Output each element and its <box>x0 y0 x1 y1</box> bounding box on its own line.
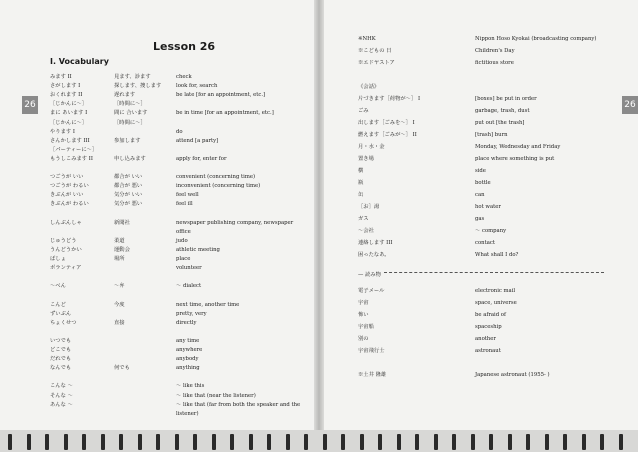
vocab-kanji: 何でも <box>114 365 130 372</box>
page-tab-right: 26 <box>622 96 638 114</box>
vocab-term: 連絡します III <box>358 240 393 246</box>
vocab-term: ※NHK <box>358 36 376 42</box>
vocab-reading: きぶんが わるい <box>50 201 89 208</box>
vocab-meaning: astronaut <box>475 348 501 354</box>
vocab-meaning: contact <box>475 240 495 246</box>
vocab-term: ［お］湯 <box>358 204 380 210</box>
vocab-kanji: 遅れます <box>114 92 136 99</box>
vocab-reading: ボランティア <box>50 265 82 272</box>
vocab-meaning: directly <box>176 319 197 326</box>
vocab-meaning: ～ company <box>475 228 507 234</box>
vocab-meaning: ～ like that (near the listener) <box>176 392 256 399</box>
vocab-kanji: 見ます、診ます <box>114 74 151 80</box>
vocab-kanji: 直接 <box>114 319 125 326</box>
vocab-reading: あんな ～ <box>50 401 73 408</box>
binding-hole <box>267 434 271 450</box>
binding-hole <box>230 434 234 450</box>
binding-hole <box>101 434 105 450</box>
vocab-reading: さんかします III <box>50 137 90 144</box>
binding-hole <box>175 434 179 450</box>
vocab-reading: やります I <box>50 128 75 135</box>
vocab-kanji: 気分が いい <box>114 192 143 199</box>
vocab-kanji: 申し込みます <box>114 155 146 162</box>
binding-hole <box>286 434 290 450</box>
binding-hole <box>119 434 123 450</box>
vocab-kanji: ［時間に～］ <box>114 119 146 126</box>
vocab-meaning: attend [a party] <box>176 137 219 144</box>
vocab-kanji: 新聞社 <box>114 219 130 226</box>
vocab-meaning: Children's Day <box>475 48 515 54</box>
binding-hole <box>249 434 253 450</box>
binding-hole <box>471 434 475 450</box>
vocab-reading: つごうが いい <box>50 174 84 181</box>
vocab-meaning: anybody <box>176 356 199 363</box>
vocab-meaning: inconvenient (concerning time) <box>176 183 261 190</box>
binding-hole <box>45 434 49 450</box>
vocab-term: 横 <box>358 168 364 174</box>
vocab-meaning: space, universe <box>475 300 517 306</box>
vocab-term: ※こどもの 日 <box>358 48 392 54</box>
vocab-term: 片づきます［荷物が～］ I <box>358 96 421 102</box>
vocab-meaning: What shall I do? <box>475 252 519 258</box>
binding-hole <box>8 434 12 450</box>
binding-hole <box>323 434 327 450</box>
vocab-meaning: office <box>176 228 191 235</box>
reading-divider <box>384 272 604 273</box>
vocab-meaning: garbage, trash, dust <box>475 108 530 114</box>
vocab-meaning: put out [the trash] <box>475 120 525 126</box>
vocab-reading: つごうが わるい <box>50 183 89 190</box>
vocab-kanji: ［時間に～］ <box>114 101 146 108</box>
binding-hole <box>489 434 493 450</box>
vocab-term: ごみ <box>358 108 369 114</box>
vocab-term: 缶 <box>358 192 364 198</box>
binding-hole <box>563 434 567 450</box>
vocab-meaning: fictitious store <box>475 60 514 66</box>
vocab-meaning: spaceship <box>475 324 502 330</box>
vocab-term: 置き場 <box>358 156 374 162</box>
vocab-reading: ～べん <box>50 283 66 290</box>
vocab-meaning: electronic mail <box>475 288 516 294</box>
vocab-meaning: next time, another time <box>176 301 240 308</box>
vocab-meaning: anywhere <box>176 347 203 353</box>
vocab-meaning: listener) <box>176 410 199 417</box>
binding-hole <box>156 434 160 450</box>
vocab-meaning: place where something is put <box>475 156 555 162</box>
vocab-reading: ［じかんに～］ <box>50 119 88 126</box>
binding-hole <box>27 434 31 450</box>
vocab-term: 燃えます［ごみが～］ II <box>358 132 417 138</box>
vocab-meaning: can <box>475 192 485 198</box>
vocab-meaning: gas <box>475 216 485 222</box>
spiral-binding <box>0 430 638 452</box>
vocab-reading: みます II <box>50 74 72 80</box>
vocab-term: ※エドヤストア <box>358 60 395 66</box>
vocab-term: 電子メール <box>358 288 385 294</box>
vocab-term: 出します［ごみを～］ I <box>358 120 415 126</box>
vocab-term: 怖い <box>358 312 369 318</box>
binding-hole <box>397 434 401 450</box>
vocab-meaning: volunteer <box>176 265 202 272</box>
vocab-reading: もうしこみます II <box>50 155 93 162</box>
vocab-term: ※土井 隆雄 <box>358 372 387 378</box>
vocab-reading: ちょくせつ <box>50 319 77 326</box>
vocab-meaning: be in time [for an appointment, etc.] <box>176 110 274 117</box>
reading-section-header: — 読み物 <box>358 272 381 278</box>
binding-hole <box>304 434 308 450</box>
left-page <box>0 0 316 432</box>
vocab-reading: うんどうかい <box>50 246 82 253</box>
page-tab-left: 26 <box>22 96 38 114</box>
binding-hole <box>415 434 419 450</box>
vocab-reading: ずいぶん <box>50 310 72 317</box>
vocab-meaning: place <box>176 256 191 262</box>
vocab-kanji: 今度 <box>114 301 125 308</box>
binding-hole <box>434 434 438 450</box>
binding-hole <box>193 434 197 450</box>
vocab-kanji: ～弁 <box>114 283 125 290</box>
vocab-meaning: Japanese astronaut (1955- ) <box>475 372 550 378</box>
vocab-meaning: be late [for an appointment, etc.] <box>176 92 266 99</box>
vocab-term: 別の <box>358 336 369 342</box>
vocab-meaning: bottle <box>475 180 491 186</box>
vocab-kanji: 都合が いい <box>114 174 143 181</box>
binding-hole <box>508 434 512 450</box>
vocab-reading: さがします I <box>50 83 81 90</box>
vocab-reading: まに あいます I <box>50 110 88 117</box>
binding-hole <box>212 434 216 450</box>
vocab-meaning: Monday, Wednesday and Friday <box>475 144 561 150</box>
vocab-reading: ばしょ <box>50 256 66 262</box>
vocab-kanji: 場所 <box>114 256 125 262</box>
binding-hole <box>619 434 623 450</box>
vocab-reading: しんぶんしゃ <box>50 219 82 226</box>
vocab-meaning: look for, search <box>176 83 218 90</box>
vocab-meaning: anything <box>176 365 200 372</box>
binding-hole <box>452 434 456 450</box>
binding-hole <box>341 434 345 450</box>
binding-hole <box>82 434 86 450</box>
vocab-kanji: 気分が 悪い <box>114 201 143 208</box>
vocab-reading: こんど <box>50 301 66 308</box>
vocab-reading: なんでも <box>50 365 72 372</box>
vocab-meaning: be afraid of <box>475 312 506 318</box>
vocab-meaning: do <box>176 128 183 135</box>
vocab-meaning: feel ill <box>176 201 193 208</box>
vocab-meaning: ～ dialect <box>176 283 202 290</box>
vocab-reading: ［じかんに～］ <box>50 101 88 108</box>
vocab-reading: そんな ～ <box>50 392 73 399</box>
vocab-meaning: ～ like this <box>176 383 205 390</box>
vocab-kanji: 都合が 悪い <box>114 183 143 190</box>
vocab-reading: じゅうどう <box>50 237 77 244</box>
binding-hole <box>360 434 364 450</box>
vocab-kanji: 柔道 <box>114 237 125 244</box>
vocab-reading: だれでも <box>50 356 72 363</box>
vocab-meaning: newspaper publishing company, newspaper <box>176 219 294 226</box>
vocab-meaning: athletic meeting <box>176 246 220 253</box>
vocab-term: 月・水・金 <box>358 144 385 150</box>
section-title: I. Vocabulary <box>50 57 109 66</box>
vocab-meaning: feel well <box>176 192 199 199</box>
vocab-term: 宇宙 <box>358 300 369 306</box>
binding-hole <box>64 434 68 450</box>
vocab-reading: おくれます II <box>50 92 83 99</box>
vocab-term: ガス <box>358 216 369 222</box>
vocab-term: 瓶 <box>358 180 364 186</box>
vocab-meaning: pretty, very <box>176 310 207 317</box>
vocab-meaning: another <box>475 336 496 342</box>
vocab-meaning: judo <box>176 237 188 244</box>
binding-hole <box>138 434 142 450</box>
vocab-kanji: 参加します <box>114 137 141 144</box>
vocab-meaning: convenient (concerning time) <box>176 174 256 181</box>
vocab-reading: ［パーティーに～］ <box>50 146 98 153</box>
vocab-meaning: ～ like that (far from both the speaker and the <box>176 401 301 408</box>
vocab-term: 《会話》 <box>358 84 380 90</box>
vocab-meaning: check <box>176 74 192 80</box>
vocab-reading: いつでも <box>50 337 72 344</box>
vocab-kanji: 探します、捜します <box>114 83 162 90</box>
vocab-reading: こんな ～ <box>50 383 73 390</box>
binding-hole <box>600 434 604 450</box>
vocab-term: ～会社 <box>358 228 374 234</box>
vocab-meaning: any time <box>176 337 200 344</box>
page-gutter <box>314 0 324 452</box>
vocab-kanji: 間に 合います <box>114 110 148 117</box>
lesson-title: Lesson 26 <box>153 40 216 53</box>
binding-hole <box>545 434 549 450</box>
binding-hole <box>582 434 586 450</box>
vocab-reading: どこでも <box>50 347 72 353</box>
vocab-term: 困ったなあ。 <box>358 252 390 258</box>
vocab-term: 宇宙飛行士 <box>358 348 385 354</box>
vocab-reading: きぶんが いい <box>50 192 84 199</box>
vocab-term: 宇宙船 <box>358 324 374 330</box>
vocab-meaning: [boxes] be put in order <box>475 96 537 102</box>
vocab-meaning: [trash] burn <box>475 132 508 138</box>
vocab-meaning: apply for, enter for <box>176 155 227 162</box>
vocab-meaning: hot water <box>475 204 501 210</box>
vocab-meaning: side <box>475 168 486 174</box>
vocab-meaning: Nippon Hoso Kyokai (broadcasting company) <box>475 36 597 42</box>
vocab-kanji: 運動会 <box>114 246 130 253</box>
binding-hole <box>378 434 382 450</box>
binding-hole <box>526 434 530 450</box>
